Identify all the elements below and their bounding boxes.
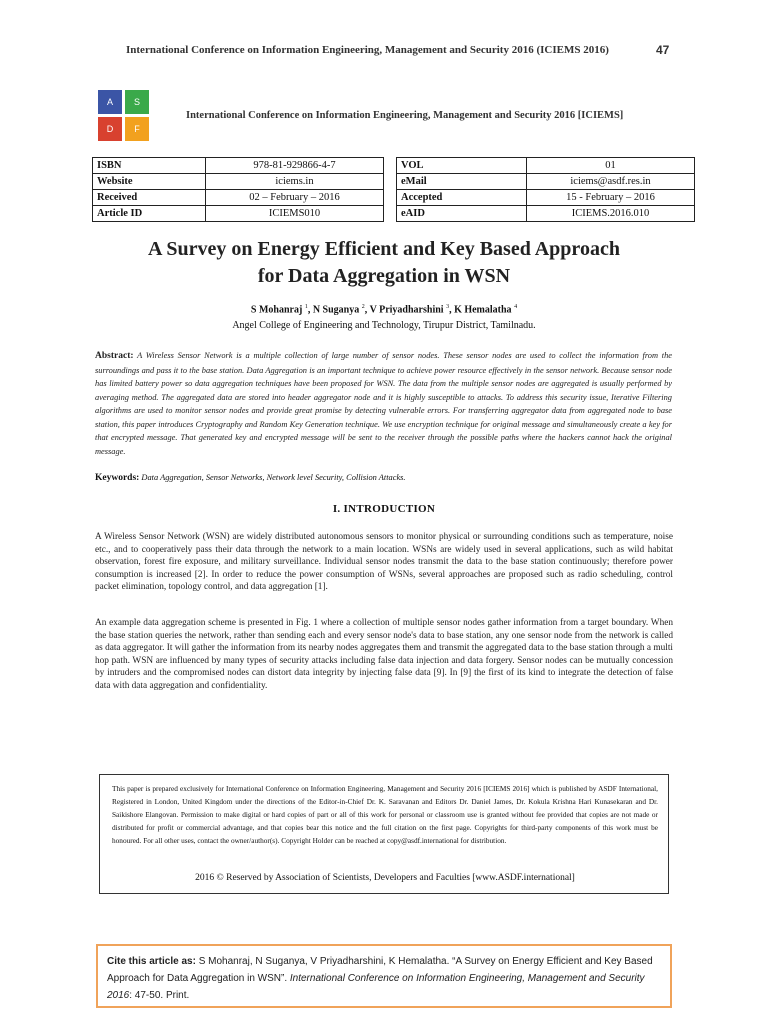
meta-value: ICIEMS010: [206, 206, 384, 222]
author-name: V Priyadharshini: [369, 304, 444, 316]
meta-value: 978-81-929866-4-7: [206, 158, 384, 174]
citation-text: [107, 953, 663, 1004]
logo-tile-s: S: [125, 90, 149, 114]
paper-title: [0, 236, 768, 290]
author-mark: 3: [446, 304, 450, 310]
logo-tile-f: F: [125, 117, 149, 141]
keywords: [95, 473, 672, 483]
meta-key: Accepted: [397, 190, 527, 206]
citation-authors-title: S Mohanraj, N Suganya, V Priyadharshini, K Hemalatha. “A Survey on Energy Efficient and Key Based Approach for Data Aggregation in WSN”.: [107, 956, 653, 984]
copyright-notice: This paper is prepared exclusively for International Conference on Information Engineering, Management and Security 2016 [ICIEMS 2016] which is published by ASDF International, Registered in London, United Kingdom under the directions of the Editor-in-Chief Dr. K. Saravanan and Editors Dr. Daniel James, Dr. Kokula Krishna Hari Kunasekaran and Dr. Saikishore Elangovan. Permission to make digital or hard copies of part or all of this work for personal or classroom use is granted without fee provided that copies are not made or distributed for profit or commercial advantage, and that copies bear this notice and the full citation on the first page. Copyrights for third-party components of this work must be honoured. For all other uses, contact the owner/author(s). Copyright Holder can be reached at copy@asdf.international for distribution.: [112, 784, 658, 845]
title-line-2: for Data Aggregation in WSN: [257, 265, 511, 287]
affiliation: Angel College of Engineering and Technology, Tirupur District, Tamilnadu.: [232, 320, 536, 331]
citation-label: Cite this article as:: [107, 956, 196, 967]
title-line-1: A Survey on Energy Efficient and Key Based Approach: [148, 238, 620, 260]
section-heading: I. INTRODUCTION: [332, 503, 436, 515]
meta-key: eAID: [397, 206, 527, 222]
meta-value: 15 - February – 2016: [527, 190, 695, 206]
author-list: S Mohanraj $^1$, N Suganya $^2$, V Priyadharshini $^3$, K Hemalatha $^4$: [250, 304, 518, 316]
author-mark: 2: [361, 304, 365, 310]
author-mark: 1: [304, 304, 308, 310]
running-title: International Conference on Information Engineering, Management and Security 2016 (ICIEMS 2016): [126, 44, 609, 56]
meta-row: [93, 190, 384, 206]
citation-box: [96, 944, 672, 1008]
meta-key: ISBN: [93, 158, 206, 174]
meta-key: eMail: [397, 174, 527, 190]
citation-venue: International Conference on Information Engineering, Management and Security 2016: [107, 973, 645, 1001]
meta-row: [397, 174, 695, 190]
meta-key: VOL: [397, 158, 527, 174]
meta-key: Website: [93, 174, 206, 190]
meta-value: iciems@asdf.res.in: [527, 174, 695, 190]
meta-row: [93, 174, 384, 190]
logo-tile-d: D: [98, 117, 122, 141]
meta-value: ICIEMS.2016.010: [527, 206, 695, 222]
meta-row: [93, 158, 384, 174]
copyright-box: [99, 774, 669, 894]
journal-line: International Conference on Information Engineering, Management and Security 2016 [ICIEMS]: [186, 110, 624, 121]
keywords-label: Keywords:: [95, 473, 140, 483]
meta-value: 02 – February – 2016: [206, 190, 384, 206]
meta-row: [93, 206, 384, 222]
citation-pages: : 47-50. Print.: [129, 990, 190, 1001]
author-name: S Mohanraj: [250, 304, 303, 316]
meta-key: Received: [93, 190, 206, 206]
meta-row: [397, 190, 695, 206]
logo-tile-a: A: [98, 90, 122, 114]
keywords-text: Data Aggregation, Sensor Networks, Network level Security, Collision Attacks.: [141, 473, 406, 482]
meta-table-left: [92, 157, 384, 222]
meta-value: 01: [527, 158, 695, 174]
intro-paragraph-1: A Wireless Sensor Network (WSN) are widely distributed autonomous sensors to monitor physical or surrounding conditions such as temperature, noise etc., and to cooperatively pass their data through the network to a main location. WSNs are widely used in several applications, such as wild habitat observation, forest fire exposure, and military surveillance. Individual sensor nodes transmit the data to the base station continuously; therefore power consumption is increased [2]. In order to reduce the power consumption of WSNs, several approaches are proposed such as radio scheduling, control packet elimination, topology control, and data aggregation [1].: [95, 532, 673, 593]
abstract-text: A Wireless Sensor Network is a multiple collection of large number of sensor nodes. These sensor nodes are used to collect the information from the surroundings and pass it to the base station. Data Aggregation is an important technique to achieve power resource effectively in the sensor network. Because sensor node has limited battery power so data aggregation techniques have been proposed for WSN. The data from the multiple sensor nodes are aggregated is usually performed by averaging method. The aggregated data are stored into header aggregator node and it is highly susceptible to attacks. To address this security issue, Iterative Filtering algorithms are used to monitor sensor nodes and provide great promise by detecting vulnerable errors. For transferring aggregator data from aggregated node to base station, this paper introduces Cryptography and Random Key Generation technique. We use encryption technique for original message and simultaneously create a key for that encrypted message. That generated key and encrypted message will be sent to the receiver through the possible paths where the hackers cannot hack the original message.: [95, 351, 672, 456]
copyright-rights-line: 2016 © Reserved by Association of Scientists, Developers and Faculties [www.ASDF.international]: [195, 873, 575, 883]
abstract: [95, 349, 672, 458]
intro-paragraph-2: An example data aggregation scheme is presented in Fig. 1 where a collection of multiple sensor nodes gather information from a target boundary. When the base station queries the network, rather than sending each and every sensor node's data to base station, any one sensor node from the network is called as data aggregator. It will gather the information from its nearby nodes aggregates them and transmit the aggregated data to the base station through a multi hop path. WSN are influenced by many types of security attacks including false data injection and data forgery. Sensor nodes can be mutually concession by intruders and the compromised nodes can distort data integrity by injecting false data [9]. In [9] the first of its kind to integrate the detection of false data with data aggregation and confidentiality.: [95, 618, 673, 691]
asdf-logo: [98, 90, 150, 142]
meta-row: [397, 158, 695, 174]
meta-row: [397, 206, 695, 222]
meta-table-right: [396, 157, 695, 222]
author-mark: 4: [514, 304, 518, 310]
author-name: N Suganya: [312, 304, 360, 316]
page-number: 47: [656, 43, 670, 57]
abstract-label: Abstract:: [95, 351, 134, 361]
author-name: K Hemalatha: [454, 304, 512, 316]
meta-key: Article ID: [93, 206, 206, 222]
meta-value: iciems.in: [206, 174, 384, 190]
